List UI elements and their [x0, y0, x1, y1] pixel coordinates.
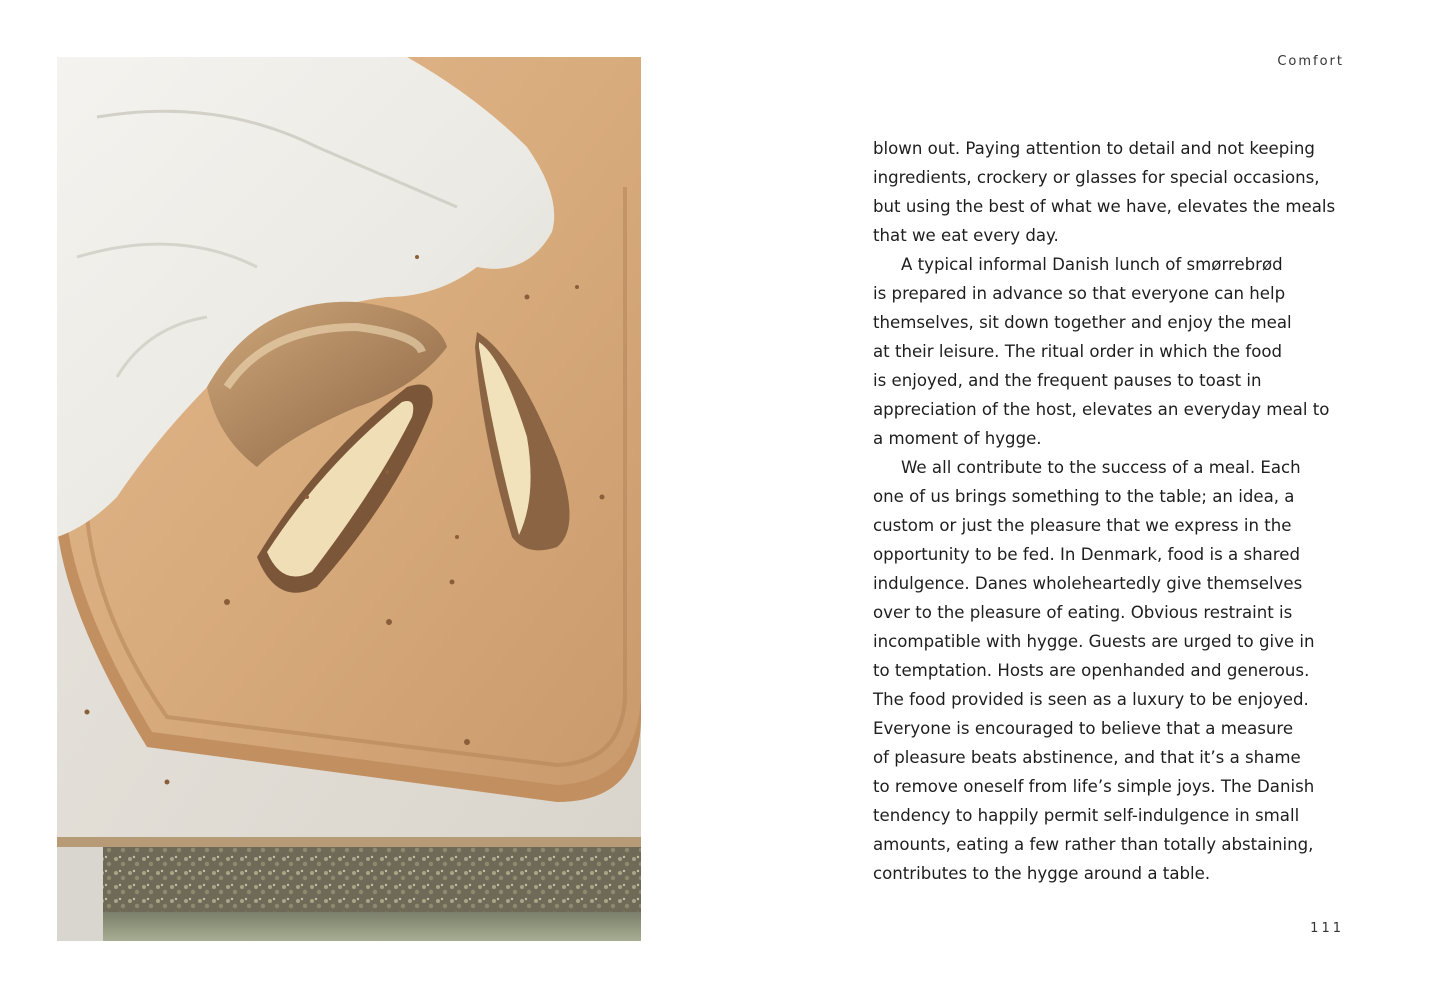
text-line: incompatible with hygge. Guests are urged to give in	[873, 632, 1315, 651]
text-line: custom or just the pleasure that we express in the	[873, 516, 1292, 535]
text-line: at their leisure. The ritual order in which the food	[873, 342, 1283, 361]
text-line: that we eat every day.	[873, 226, 1059, 245]
text-line: themselves, sit down together and enjoy the meal	[873, 313, 1292, 332]
text-line: blown out. Paying attention to detail and not keeping	[873, 139, 1315, 158]
text-line: A typical informal Danish lunch of smørrebrød	[901, 255, 1283, 274]
text-line: but using the best of what we have, elevates the meals	[873, 197, 1336, 216]
text-line: over to the pleasure of eating. Obvious restraint is	[873, 603, 1293, 622]
paragraph-2	[873, 250, 1353, 453]
text-line: to remove oneself from life’s simple joys. The Danish	[873, 777, 1315, 796]
text-line: is prepared in advance so that everyone can help	[873, 284, 1286, 303]
text-line: indulgence. Danes wholeheartedly give themselves	[873, 574, 1303, 593]
text-line: of pleasure beats abstinence, and that it’s a shame	[873, 748, 1301, 767]
text-line: The food provided is seen as a luxury to be enjoyed.	[873, 690, 1309, 709]
text-line: ingredients, crockery or glasses for special occasions,	[873, 168, 1320, 187]
text-line: to temptation. Hosts are openhanded and generous.	[873, 661, 1310, 680]
text-line: contributes to the hygge around a table.	[873, 864, 1211, 883]
body-text	[873, 134, 1353, 888]
bread-photo-illustration	[57, 57, 641, 941]
text-line: a moment of hygge.	[873, 429, 1042, 448]
text-line: appreciation of the host, elevates an everyday meal to	[873, 400, 1330, 419]
running-head: Comfort	[1277, 54, 1344, 69]
bread-photo	[57, 57, 641, 941]
paragraph-3	[873, 453, 1353, 888]
text-line: We all contribute to the success of a meal. Each	[901, 458, 1301, 477]
text-line: amounts, eating a few rather than totally abstaining,	[873, 835, 1314, 854]
paragraph-1	[873, 134, 1353, 250]
text-line: tendency to happily permit self-indulgence in small	[873, 806, 1300, 825]
text-line: opportunity to be fed. In Denmark, food is a shared	[873, 545, 1300, 564]
page-number: 111	[1310, 921, 1344, 936]
text-line: is enjoyed, and the frequent pauses to toast in	[873, 371, 1262, 390]
text-line: Everyone is encouraged to believe that a measure	[873, 719, 1294, 738]
text-line: one of us brings something to the table; an idea, a	[873, 487, 1295, 506]
